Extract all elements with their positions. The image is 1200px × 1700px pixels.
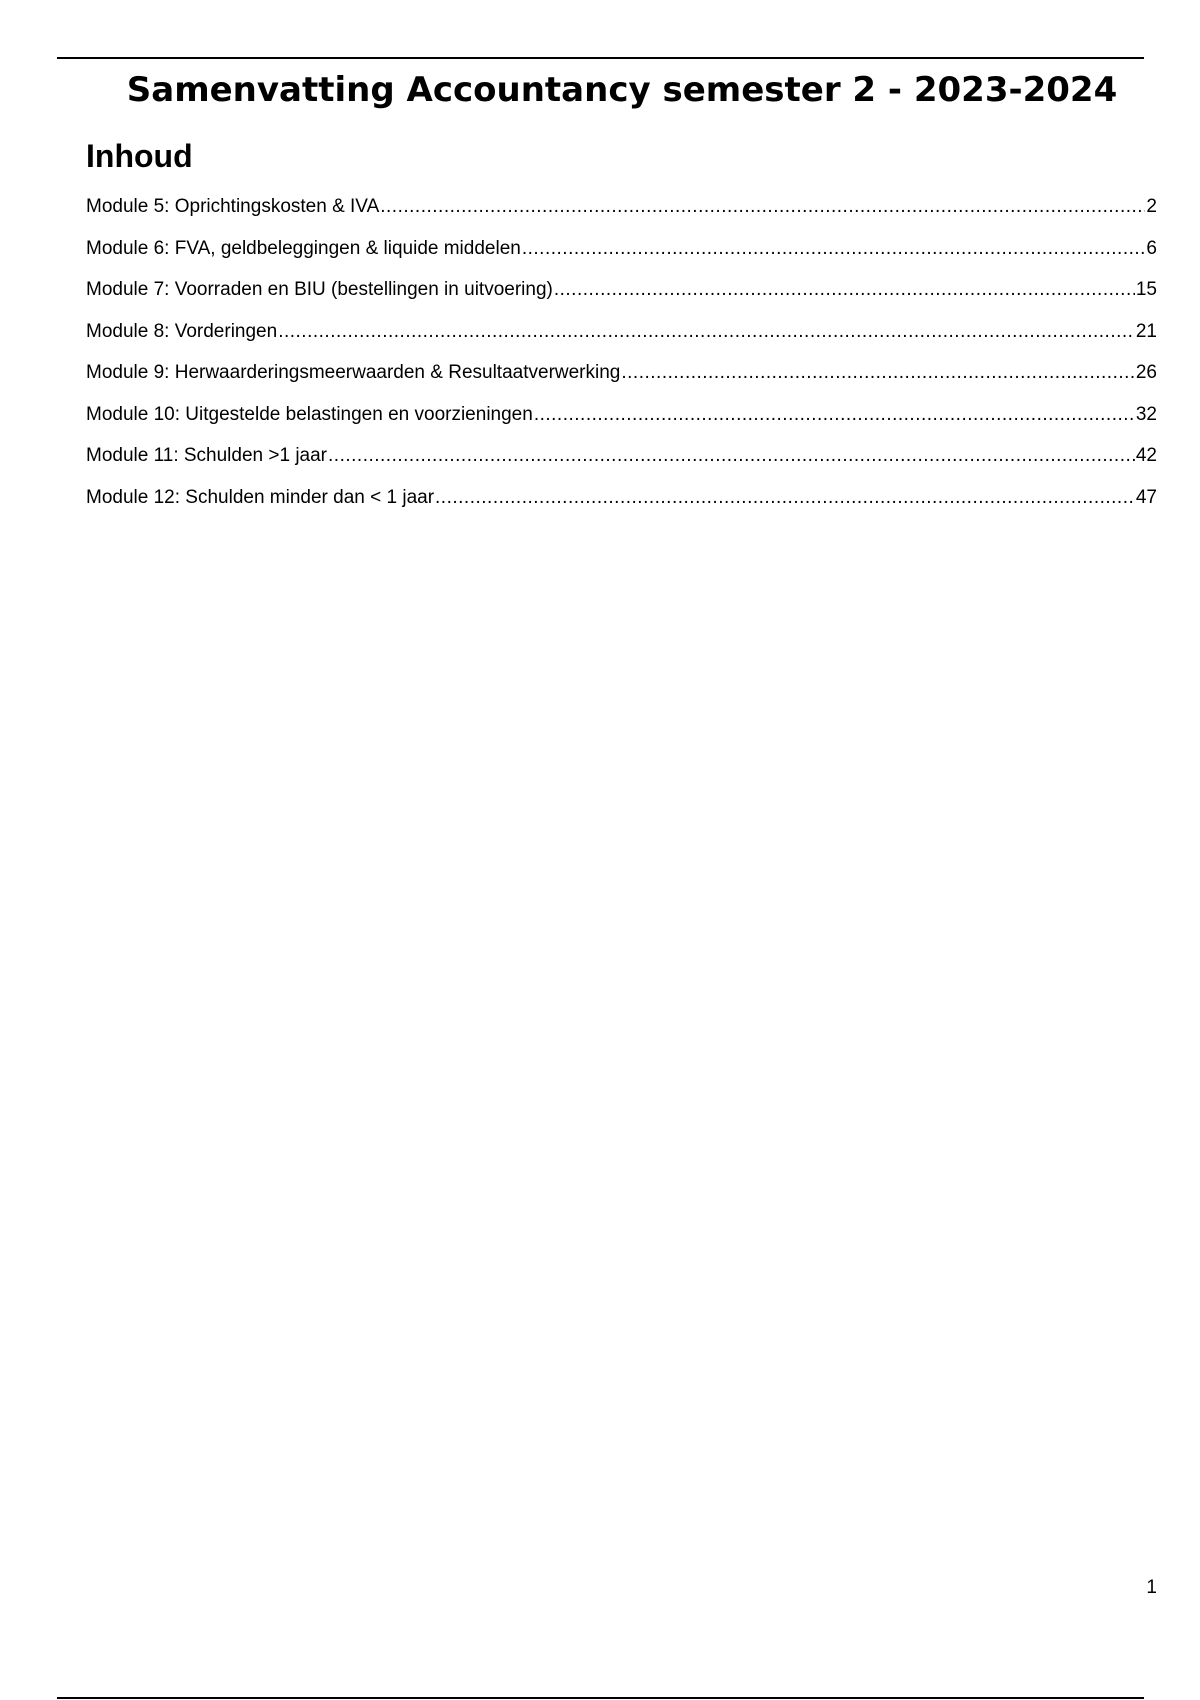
toc-entry-module-10[interactable] — [86, 401, 1157, 443]
toc-dot-leader — [621, 359, 1134, 386]
toc-entry-title: Module 5: Oprichtingskosten & IVA — [86, 193, 379, 220]
toc-entry-page: 42 — [1135, 445, 1157, 466]
toc-dot-leader — [380, 193, 1145, 220]
toc-entry-page: 15 — [1135, 279, 1157, 300]
toc-dot-leader — [554, 276, 1135, 303]
toc-dot-leader — [522, 235, 1146, 262]
toc-entry-title: Module 12: Schulden minder dan < 1 jaar — [86, 484, 434, 511]
toc-entry-page: 32 — [1135, 403, 1157, 425]
toc-entry-module-12[interactable] — [86, 484, 1157, 526]
toc-entry-module-11[interactable] — [86, 442, 1157, 484]
toc-entry-module-5[interactable] — [86, 193, 1157, 235]
toc-entry-page: 26 — [1135, 362, 1157, 383]
toc-dot-leader — [534, 401, 1135, 428]
bottom-rule — [57, 1697, 1144, 1699]
toc-entry-page: 21 — [1135, 320, 1157, 342]
toc-entry-title: Module 6: FVA, geldbeleggingen & liquide middelen — [86, 235, 521, 262]
toc-entry-page: 6 — [1146, 237, 1157, 259]
toc-entry-title: Module 8: Vorderingen — [86, 318, 277, 345]
toc-dot-leader — [278, 318, 1135, 345]
toc-entry-module-8[interactable] — [86, 318, 1157, 360]
toc-entry-module-9[interactable] — [86, 359, 1157, 401]
toc-dot-leader — [435, 484, 1135, 511]
toc-entry-title: Module 7: Voorraden en BIU (bestellingen in uitvoering) — [86, 276, 553, 303]
document-title: Samenvatting Accountancy semester 2 - 2023-2024 — [126, 70, 1118, 110]
table-of-contents — [86, 193, 1157, 525]
toc-entry-page: 47 — [1135, 486, 1157, 508]
toc-entry-page: 2 — [1146, 196, 1157, 217]
toc-entry-title: Module 11: Schulden >1 jaar — [86, 442, 327, 469]
page-number: 1 — [1146, 1577, 1157, 1598]
toc-heading: Inhoud — [86, 138, 193, 174]
toc-entry-module-6[interactable] — [86, 235, 1157, 277]
toc-dot-leader — [328, 442, 1135, 469]
toc-entry-title: Module 10: Uitgestelde belastingen en voorzieningen — [86, 401, 533, 428]
top-rule — [57, 57, 1144, 59]
toc-entry-module-7[interactable] — [86, 276, 1157, 318]
toc-entry-title: Module 9: Herwaarderingsmeerwaarden & Resultaatverwerking — [86, 359, 620, 386]
